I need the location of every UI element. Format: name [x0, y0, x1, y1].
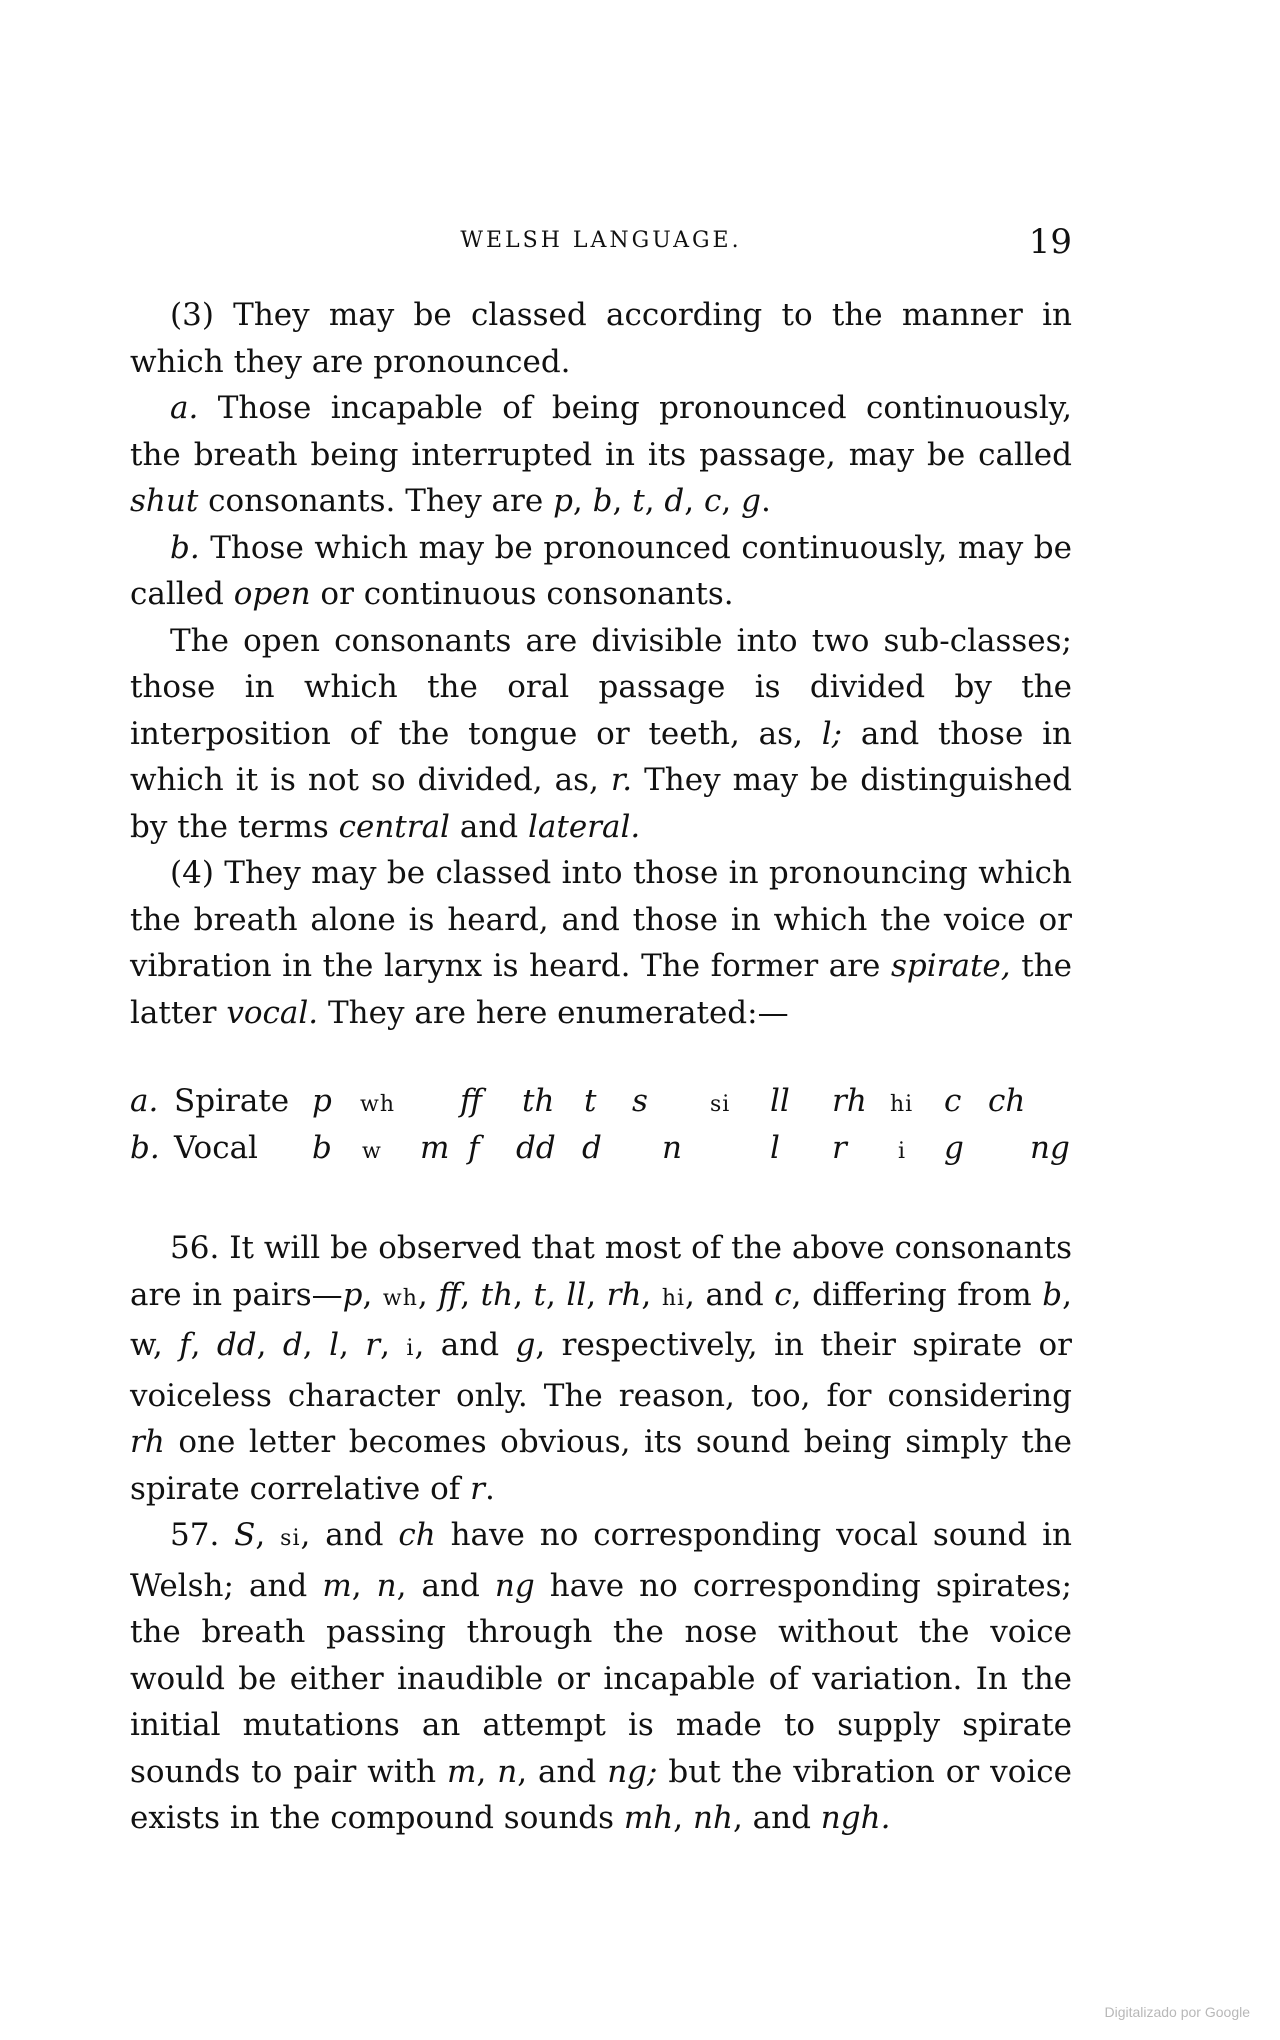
paragraph-3a: a. Those incapable of being pronounced continuously, the breath being interrupted in its passage, may be called shut consonants. They are p, b, t, d, c, g. [130, 390, 1072, 519]
paragraph-4: (4) They may be classed into those in pronouncing which the breath alone is heard, and those in which the voice or vibration in the larynx is heard. The former are spirate, the latter vocal. They are here enumerated:— [130, 855, 1072, 1031]
table-row-vocal [130, 1125, 1080, 1172]
row-label: Spirate [174, 1083, 290, 1119]
table-cell: r [832, 1129, 847, 1166]
table-cell: ng [1030, 1129, 1070, 1166]
table-cell: n [662, 1129, 682, 1166]
table-cell: f [468, 1129, 480, 1166]
table-cell: d [582, 1129, 602, 1166]
consonant-table [130, 1078, 1080, 1171]
table-cell: b [312, 1129, 332, 1166]
paragraph-3b: b. Those which may be pronounced continuously, may be called open or continuous consonants. [130, 529, 1072, 612]
page-number: 19 [1028, 222, 1072, 262]
paragraph-57: 57. S, si, and ch have no corresponding vocal sound in Welsh; and m, n, and ng have no corresponding spirates; the breath passing through the nose without the voice would be either inaudible or incapable of variation. In the initial mutations an attempt is made to supply spirate sounds to pair with m, n, and ng; but the vibration or voice exists in the compound sounds mh, nh, and ngh. [130, 1517, 1073, 1836]
paragraph-56: 56. It will be observed that most of the above consonants are in pairs—p, wh, ff, th, t, ll, rh, hi, and c, differing from b, w, f, dd, d, l, r, i, and g, respectively, in their spirate or voiceless character only. The reason, too, for considering rh one letter becomes obvious, its sound being simply the spirate correlative of r. [130, 1230, 1073, 1507]
table-cell: si [710, 1092, 731, 1117]
table-cell: ch [988, 1083, 1026, 1119]
table-cell: ll [770, 1083, 790, 1119]
table-row-spirate [130, 1078, 1080, 1125]
table-cell: p [312, 1083, 332, 1119]
table-cell: i [898, 1138, 907, 1164]
table-cell: l [770, 1129, 780, 1166]
paragraph-3: (3) They may be classed according to the manner in which they are pronounced. [130, 297, 1072, 380]
table-cell: ff [460, 1083, 482, 1119]
text-block-upper [130, 292, 1072, 1036]
row-letter: b. [130, 1129, 160, 1166]
table-cell: c [944, 1083, 962, 1119]
paragraph-open-consonants: The open consonants are divisible into two sub-classes; those in which the oral passage is divided by the interposition of the tongue or teeth, as, l; and those in which it is not so divided, as, r. They may be distinguished by the terms central and lateral. [130, 622, 1072, 845]
table-cell: t [584, 1083, 597, 1119]
table-cell: th [522, 1083, 555, 1119]
scan-watermark: Digitalizado por Google [1104, 2004, 1250, 2020]
table-cell: w [362, 1138, 382, 1164]
table-cell: rh [832, 1083, 867, 1119]
table-cell: wh [360, 1092, 395, 1117]
row-label: Vocal [174, 1129, 258, 1166]
table-cell: dd [516, 1129, 556, 1166]
row-letter: a. [130, 1083, 159, 1119]
text-block-lower [130, 1225, 1072, 1842]
running-header [130, 222, 1072, 272]
table-cell: m [420, 1129, 450, 1166]
table-cell: hi [890, 1092, 914, 1117]
running-title: WELSH LANGUAGE. [460, 228, 742, 253]
table-cell: g [944, 1129, 964, 1166]
table-cell: s [632, 1083, 648, 1119]
